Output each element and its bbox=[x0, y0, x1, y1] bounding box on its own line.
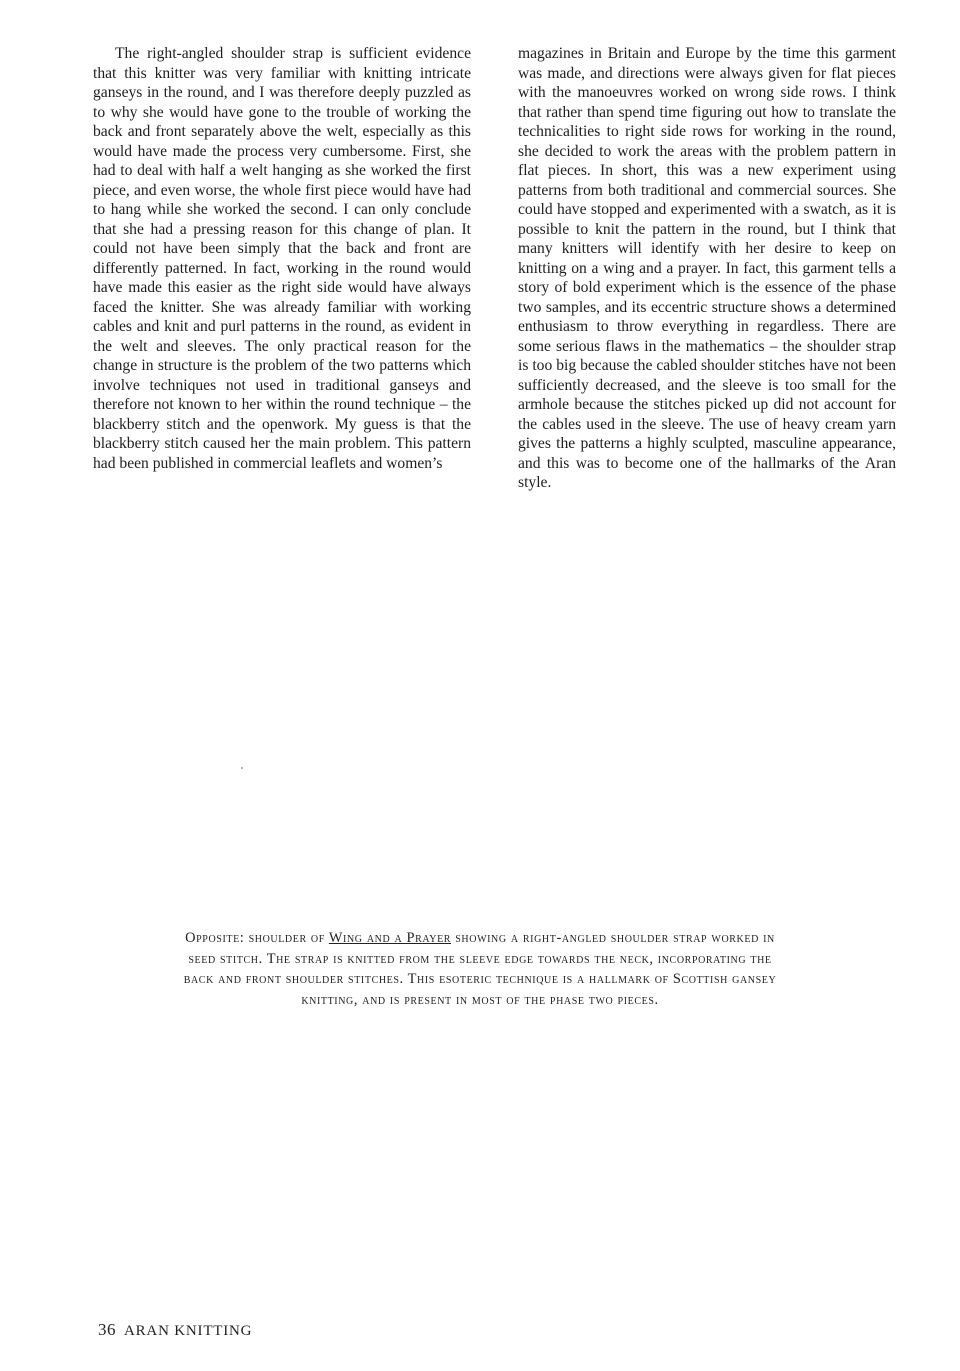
body-text-right-column bbox=[518, 44, 896, 493]
caption-body-text: showing a right-angled shoulder strap worked in seed stitch. The strap is knitted from the sleeve edge towards the neck, incorporating the back and front shoulder stitches. This esoteric technique is a hallmark of Scottish gansey knitting, and is present in most of the phase two pieces. bbox=[183, 930, 777, 1008]
page-number: 36 bbox=[98, 1320, 116, 1339]
right-column-paragraph: magazines in Britain and Europe by the time this garment was made, and directions were always given for flat pieces with the manoeuvres worked on wrong side rows. I think that rather than spend time figuring out how to translate the technicalities to right side rows for working in the round, she decided to work the areas with the problem pattern in flat pieces. In short, this was a new experiment using patterns from both traditional and commercial sources. She could have stopped and experimented with a swatch, as it is possible to knit the pattern in the round, but I think that many knitters will identify with her desire to keep on knitting on a wing and a prayer. In fact, this garment tells a story of bold experiment which is the essence of the phase two samples, and its eccentric structure shows a determined enthusiasm to throw everything in regardless. There are some serious flaws in the mathematics – the shoulder strap is too big because the cabled shoulder stitches have not been sufficiently decreased, and the sleeve is too small for the armhole because the stitches picked up did not account for the cables used in the sleeve. The use of heavy cream yarn gives the patterns a highly sculpted, masculine appearance, and this was to become one of the hallmarks of the Aran style. bbox=[518, 45, 896, 491]
page-footer bbox=[98, 1320, 252, 1340]
figure-caption bbox=[180, 928, 780, 1010]
caption-lead-text: Opposite: shoulder of bbox=[185, 930, 329, 946]
running-title: ARAN KNITTING bbox=[124, 1323, 253, 1339]
caption-garment-title: Wing and a Prayer bbox=[328, 930, 452, 946]
body-text-left-column bbox=[93, 44, 471, 473]
left-column-paragraph: The right-angled shoulder strap is sufficient evidence that this knitter was very familiar with knitting intricate ganseys in the round, and I was therefore deeply puzzled as to why she would have gone to the trouble of working the back and front separately above the welt, especially as this would have made the process very cumbersome. First, she had to deal with half a welt hanging as she worked the first piece, and even worse, the whole first piece would have had to hang while she worked the second. I can only conclude that she had a pressing reason for this change of plan. It could not have been simply that the back and front are differently patterned. In fact, working in the round would have made this easier as the right side would have always faced the knitter. She was already familiar with working cables and knit and purl patterns in the round, as evident in the welt and sleeves. The only practical reason for the change in structure is the problem of the two patterns which involve techniques not used in traditional ganseys and therefore not known to her within the round technique – the blackberry stitch and the openwork. My guess is that the blackberry stitch caused her the main problem. This pattern had been published in commercial leaflets and women’s bbox=[93, 45, 471, 472]
scan-speck bbox=[241, 767, 243, 769]
